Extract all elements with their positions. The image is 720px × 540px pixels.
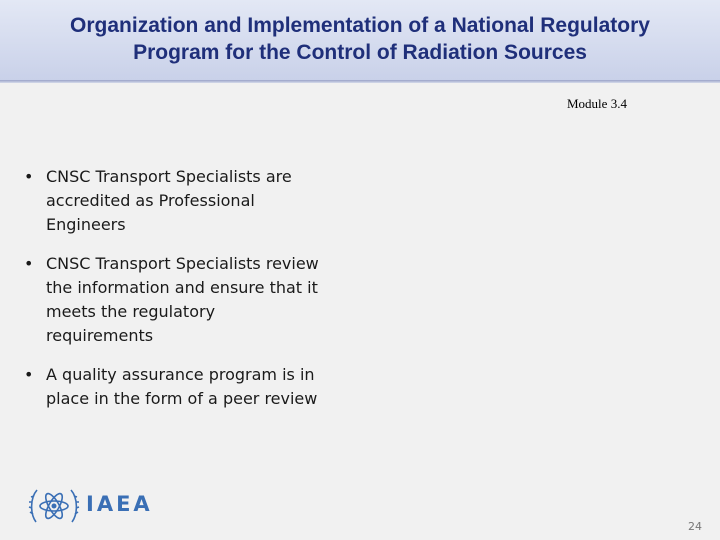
bullet-list	[24, 165, 324, 426]
iaea-atom-emblem-icon	[28, 484, 80, 528]
iaea-logo-text: IAEA	[86, 492, 153, 516]
bullet-text: CNSC Transport Specialists are accredited as Professional Engineers	[46, 167, 292, 234]
bullet-item	[24, 165, 324, 237]
iaea-logo	[28, 484, 188, 528]
slide-title	[0, 12, 720, 66]
bullet-item	[24, 363, 324, 411]
bullet-marker: •	[24, 365, 34, 384]
bullet-text: CNSC Transport Specialists review the information and ensure that it meets the regulatory requirements	[46, 254, 319, 345]
module-label: Module 3.4	[567, 96, 627, 111]
bullet-item	[24, 252, 324, 348]
slide-title-line-1: Organization and Implementation of a National Regulatory	[70, 14, 650, 37]
slide-title-line-2: Program for the Control of Radiation Sources	[133, 41, 587, 64]
bullet-marker: •	[24, 254, 34, 273]
page-number: 24	[688, 520, 702, 533]
header-divider	[0, 80, 720, 83]
bullet-marker: •	[24, 167, 34, 186]
bullet-text: A quality assurance program is in place in the form of a peer review	[46, 365, 318, 408]
